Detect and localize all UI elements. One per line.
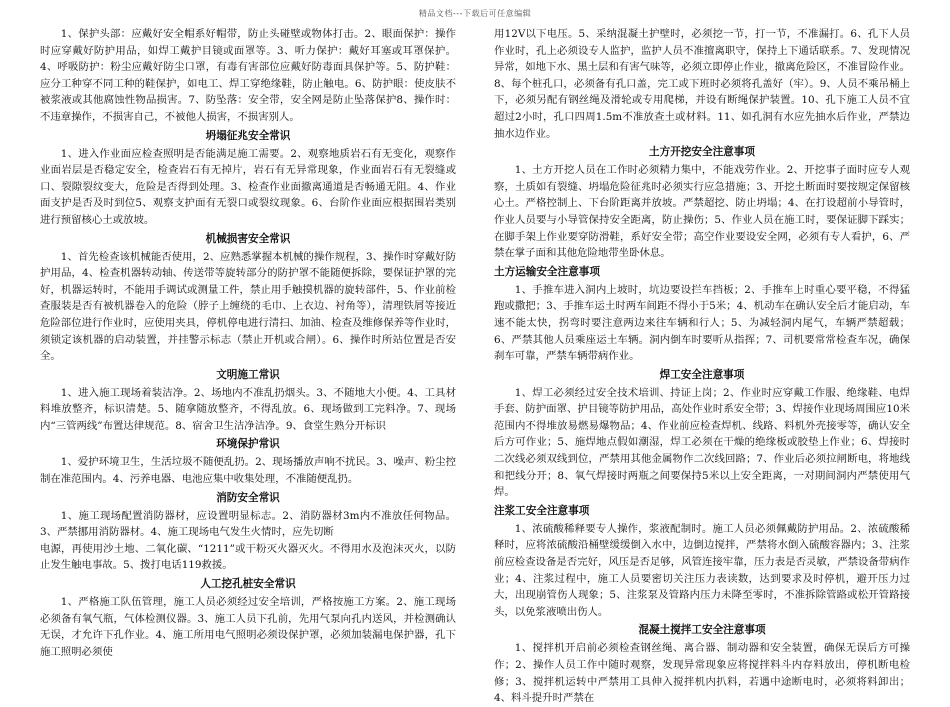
collapse-paragraph: 1、进入作业面应检查照明是否能满足施工需要。2、观察地质岩石有无变化，观察作业面岩层是否稳定安全，检查岩石有无掉片，岩石有无异常现象，作业面岩石有无裂缝或口、裂隙裂纹变大，危险是否得到处理。3、检查作业面撤离通道是否畅通无阻。4、作业面支护是否及时到位5、观察支护面有无裂口或裂纹现象。6、台阶作业面应根据围岩类别进行预留核心土或放坡。 (40, 147, 456, 226)
earth-transport-paragraph: 1、手推车进入洞内上坡时，坑边要设拦车挡板；2、手推车上时重心要平稳，不得猛跑或撒把；3、手推车运土时两车间距不得小于5米；4、机动车在确认安全后才能启动，车速不能太快，拐弯时要注意两边来往车辆和行人；5、为减轻洞内尾气，车辆严禁超载；6、严禁其他人员乘座运土车辆。洞内倒车时要听从指挥；7、司机要常常检查车况，确保刹车可靠，严禁车辆带病作业。 (494, 283, 910, 363)
page-header: 精品文档---下载后可任意编辑 (418, 9, 532, 18)
left-column (40, 26, 456, 707)
environment-heading: 环境保护常识 (216, 438, 280, 451)
two-column-body (40, 26, 910, 707)
right-column (494, 26, 910, 707)
grouting-heading: 注浆工安全注意事项 (494, 504, 590, 517)
pile-heading: 人工挖孔桩安全常识 (200, 578, 296, 591)
concrete-heading: 混凝土搅拌工安全注意事项 (638, 624, 766, 637)
fire-heading: 消防安全常识 (216, 491, 280, 504)
civil-paragraph: 1、进入施工现场着装洁净。2、场地内不准乱扔烟头。3、不随地大小便。4、工具材料堆放整齐，标识清楚。5、随拿随放整齐，不得乱放。6、现场做到工完料净。7、现场内“三管两线”布置达律规范。8、宿舍卫生洁净洁净。9、食堂生熟分开标识 (40, 386, 456, 432)
earth-excavation-paragraph: 1、土方开挖人员在工作时必须精力集中，不能戏劳作业。2、开挖事子面时应专人观察，土质如有裂缝、坍塌危险征兆时必须实行应急措施；3、开挖土断面时要按规定保留核心土。严格控制上、下台阶距离并放坡。严禁超挖、防止坍塌；4、在打设超前小导管时，作业人员要与小导管保持安全距离，防止操伤；5、作业人员在施工时，要保证脚下踩实；在脚手架上作业要穿防滑鞋，系好安全带；高空作业要设安全网，必须有专人看护，6、严禁在掌子面和其他危险地带坐卧休息。 (494, 164, 910, 260)
civil-heading: 文明施工常识 (216, 368, 280, 381)
environment-paragraph: 1、爱护环境卫生，生活垃圾不随便乱扔。2、现场播放声响不扰民。3、噪声、粉尘控制在准范围内。4、污养电器、电池应集中收集处理，不准随便乱扔。 (40, 456, 456, 486)
fire-paragraph-a: 1、施工现场配置消防器材，应设置明显标志。2、消防器材3m内不准放任何物品。3、严禁挪用消防器材。4、施工现场电气发生火情时，应先切断 (40, 509, 456, 539)
collapse-heading: 坍塌征兆安全常识 (205, 129, 291, 142)
machine-heading: 机械损害安全常识 (205, 232, 291, 245)
earth-excavation-heading: 土方开挖安全注意事项 (649, 146, 755, 159)
pile-paragraph: 1、严格施工队伍管理，施工人员必须经过安全培训，严格按施工方案。2、施工现场必须备有氧气瓶，气体检测仪器。3、施工人员下孔前，先用气泵向孔内送风，并检测确认无误，才允许下孔作业。4、施工所用电气照明必须设保护罩，必须加装漏电保护器，孔下施工照明必须使 (40, 596, 456, 658)
grouting-paragraph: 1、浓硫酸稀释要专人操作，浆液配制时。施工人员必须佩戴防护用品。2、浓硫酸稀释时，应将浓硫酸沿桶壁缓缓倒入水中，边倒边搅拌，严禁将水倒入硫酸容器内；3、注浆前应检查设备是否完好，风压是否足够，风管连接牢靠，压力表是否灵敏，严禁设备带病作业；4、注浆过程中，施工人员要密切关注压力表读数，达到要求及时停机，避开压力过大，出现崩管伤人现象；5、注浆泵及管路内压力未降至零时，不准拆除管路或松开管路接头，以免浆液喷出伤人。 (494, 522, 910, 618)
welding-paragraph: 1、焊工必须经过安全技术培训、持证上岗；2、作业时应穿戴工作服、绝缘鞋、电焊手套、防护面罩、护目镜等防护用品，高处作业时系安全带；3、焊接作业现场周围应10米范围内不得堆放易燃易爆物品；4、作业前应检查焊机、线路、料机外壳接零等，确认安全后方可作业；5、施焊地点假如潮湿，焊工必须在干燥的绝缘板或胶垫上作业；6、焊接时二次线必须双线到位，严禁用其他金属物作二次线回路；7、作业后必须拉闸断电，将地线和把线分开；8、氧气焊接时两瓶之间要保持5米以上安全距离，一对期间洞内严禁使用气焊。 (494, 386, 910, 499)
earth-transport-heading: 土方运输安全注意事项 (494, 265, 600, 278)
fire-paragraph-b: 电源，再使用沙土地、二氧化碳、“1211”或干粉灭火器灭火。不得用水及泡沫灭火，以防止发生触电事故。5、拨打电话119救援。 (40, 542, 456, 572)
pile-continued-paragraph: 用12V以下电压。5、采纳混凝土护壁时，必须挖一节，打一节，不准漏打。6、孔下人员作业时，孔上必须设专人监护，监护人员不准擅离职守，保持上下通话联系。7、发现情况异常，如地下水、黑土层和有害气味等，必须立即停止作业，撤离危险区，不准冒险作业。8、每个桩孔口，必须备有孔口盖，完工或下班时必须将孔盖好（牢）。9、人员不乘吊桶上下，必须另配有钢丝绳及滑轮或专用爬梯，并设有断绳保护装置。10、孔下施工人员不宜超过2小时，孔口四周1.5m不准放查土或材料。11、如孔洞有水应先抽水后作业，严禁边抽水边作业。 (494, 28, 910, 140)
machine-paragraph: 1、首先检查该机械能否使用，2、应熟悉掌握本机械的操作规程，3、操作时穿戴好防护用品，4、检查机器转动轴、传送带等旋转部分的防护罩不能随便拆除，要保证护罩的完好，机器运转时，不能用手调试或测量工件，禁止用手触摸机器的旋转部件，5、作业前检查服装是否有被机器卷入的危险（脖子上缠绕的毛巾、上衣边、衬角等），清理铁屑等接近危险部位进行作业时，应使用夹具，停机停电进行清扫、加油、检查及维修保养等作业时，须锁定该机器的启动装置，并挂警示标志（禁止开机或合闸）。6、操作时所站位置是否安全。 (40, 250, 456, 363)
concrete-paragraph: 1、搅拌机开启前必须检查钢丝绳、离合器、制动器和安全装置，确保无误后方可操作；2、操作人员工作中随时观察，发现异常现象应将搅拌料斗内存料放出，停机断电检修；3、搅拌机运转中严禁用工具伸入搅拌机内扒料，若遇中途断电时，必须将料卸出；4、料斗提升时严禁在 (494, 642, 910, 705)
welding-heading: 焊工安全注意事项 (659, 368, 745, 381)
ppe-paragraph: 1、保护头部：应戴好安全帽系好帽带，防止头碰壁或物体打击。2、眼面保护：操作时应穿戴好防护用品，如焊工戴护目镜或面罩等。3、听力保护：戴好耳塞或耳罩保护。4、呼吸防护：粉尘应戴好防尘口罩，有毒有害部位应戴好防毒面具保护等。5、防护鞋：应分工种穿不同工种的鞋保护，如电工、焊工穿绝缘鞋，防止触电。6、防护眼：使皮肤不被浆液或其他腐蚀性物品损害。7、防坠落：安全带，安全网是防止坠落保护8、操作时：不违章操作，不损害自己，不被他人损害，不损害别人。 (40, 28, 456, 123)
